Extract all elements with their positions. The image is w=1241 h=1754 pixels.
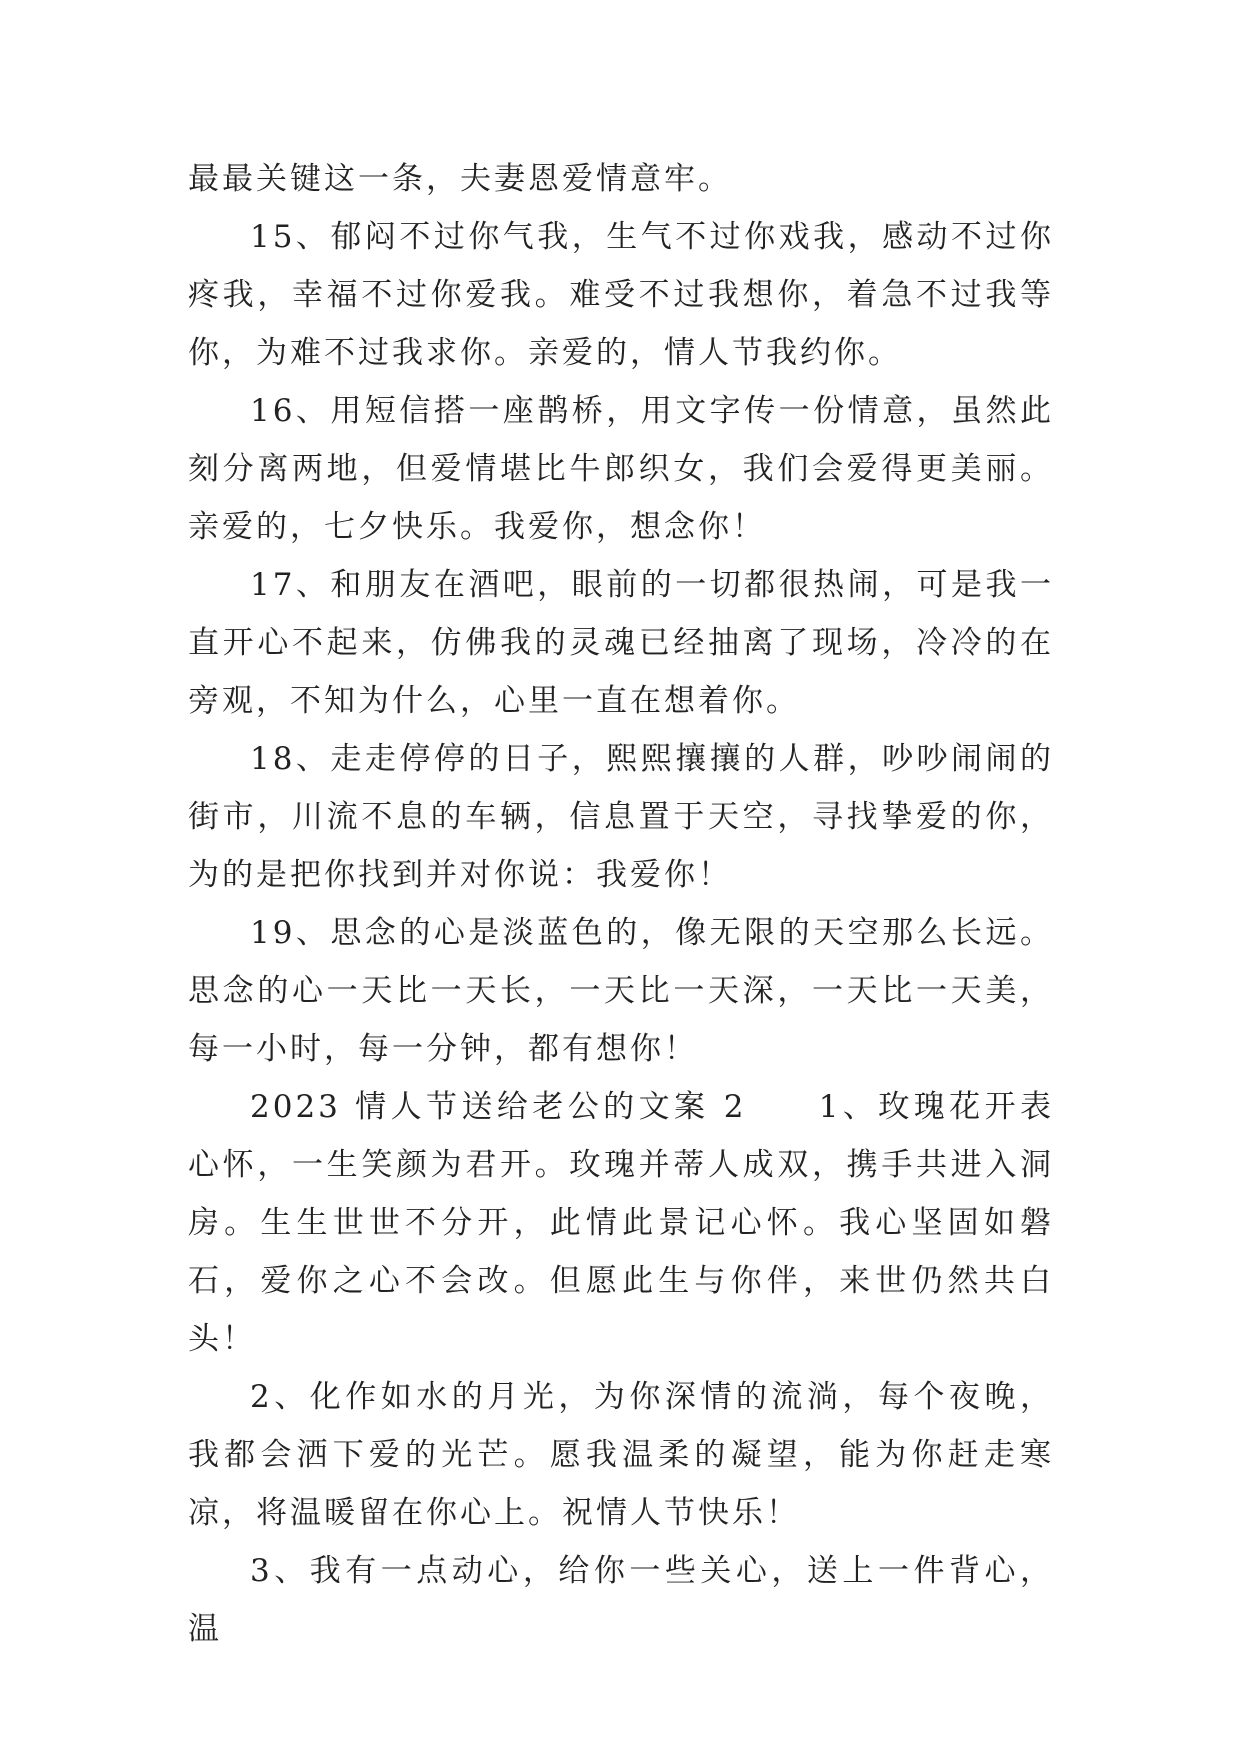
paragraph-item-15: 15、郁闷不过你气我，生气不过你戏我，感动不过你疼我，幸福不过你爱我。难受不过我想你，着急不过我等你，为难不过我求你。亲爱的，情人节我约你。 (188, 219, 1054, 371)
paragraph-section-2-item-2: 2、化作如水的月光，为你深情的流淌，每个夜晚，我都会洒下爱的光芒。愿我温柔的凝望，能为你赶走寒凉，将温暖留在你心上。祝情人节快乐！ (188, 1379, 1054, 1531)
paragraph-item-19: 19、思念的心是淡蓝色的，像无限的天空那么长远。思念的心一天比一天长，一天比一天深，一天比一天美，每一小时，每一分钟，都有想你！ (188, 915, 1054, 1067)
paragraph-item-18: 18、走走停停的日子，熙熙攘攘的人群，吵吵闹闹的街市，川流不息的车辆，信息置于天空，寻找挚爱的你，为的是把你找到并对你说：我爱你！ (188, 741, 1054, 893)
document-body (188, 150, 1054, 1658)
paragraph-item-17: 17、和朋友在酒吧，眼前的一切都很热闹，可是我一直开心不起来，仿佛我的灵魂已经抽离了现场，冷冷的在旁观，不知为什么，心里一直在想着你。 (188, 567, 1054, 719)
paragraph-section-2-item-3: 3、我有一点动心，给你一些关心，送上一件背心，温 (188, 1553, 1054, 1647)
paragraph-item-16: 16、用短信搭一座鹊桥，用文字传一份情意，虽然此刻分离两地，但爱情堪比牛郎织女，我们会爱得更美丽。亲爱的，七夕快乐。我爱你，想念你！ (188, 393, 1054, 545)
paragraph-continuation: 最最关键这一条，夫妻恩爱情意牢。 (188, 161, 732, 197)
paragraph-section-2-item-1: 2023 情人节送给老公的文案 2 1、玫瑰花开表心怀，一生笑颜为君开。玫瑰并蒂人成双，携手共进入洞房。生生世世不分开，此情此景记心怀。我心坚固如磐石，爱你之心不会改。但愿此生与你伴，来世仍然共白头！ (188, 1089, 1054, 1357)
